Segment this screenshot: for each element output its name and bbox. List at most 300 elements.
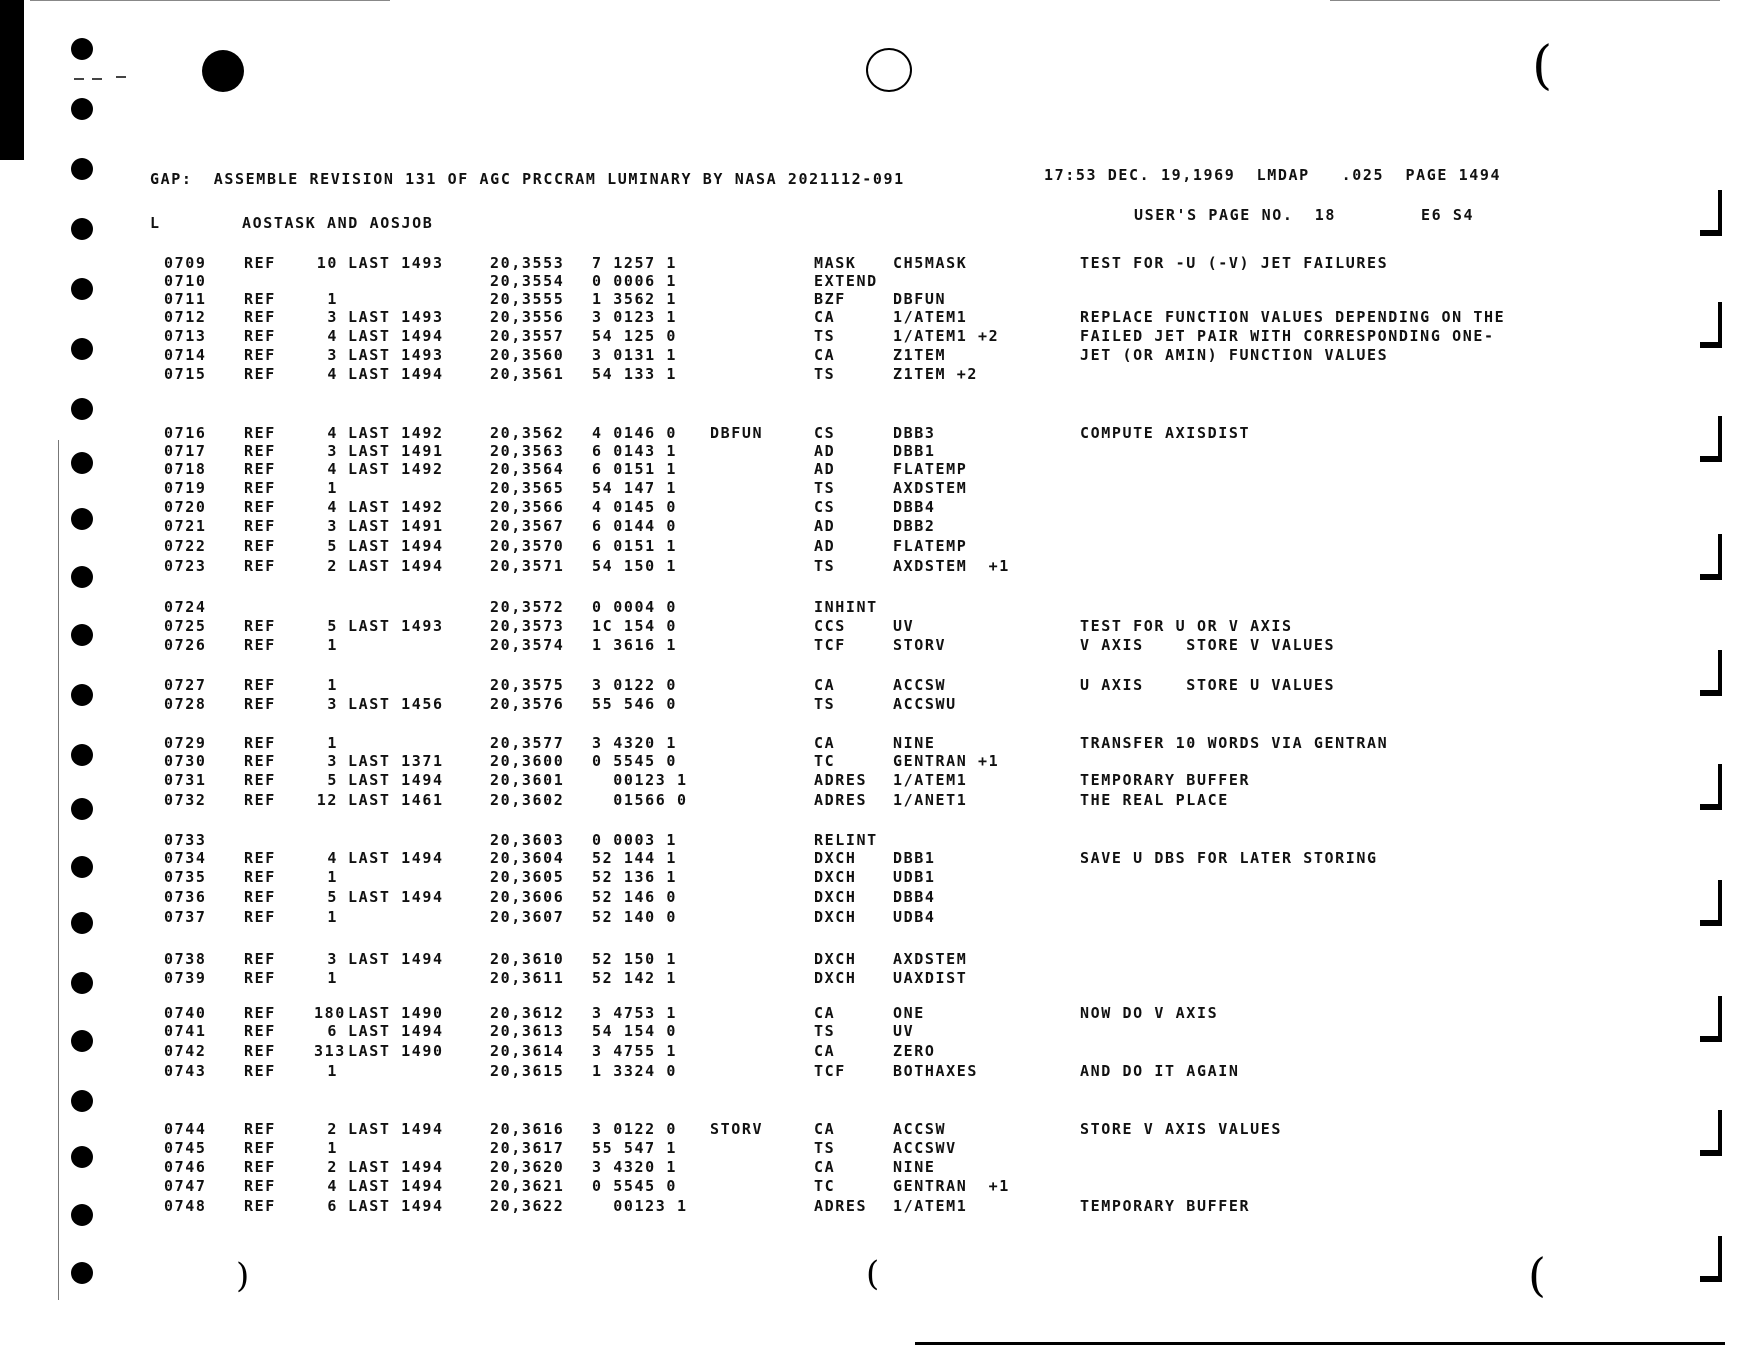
line-number: 0717 (164, 442, 207, 460)
address: 20,3611 (490, 969, 565, 987)
octal-code: 3 0122 0 (592, 676, 678, 694)
last-ref: LAST 1494 (348, 1120, 444, 1138)
opcode: DXCH (814, 888, 857, 906)
dash-mark (74, 78, 84, 80)
opcode: ADRES (814, 771, 868, 789)
octal-code: 6 0151 1 (592, 460, 678, 478)
octal-code: 52 140 0 (592, 908, 678, 926)
address: 20,3606 (490, 888, 565, 906)
punch-hole (71, 972, 93, 994)
opcode: AD (814, 442, 836, 460)
operand: 1/ATEM1 (893, 308, 968, 326)
octal-code: 55 546 0 (592, 695, 678, 713)
ref-count: 1 (327, 868, 338, 886)
line-number: 0727 (164, 676, 207, 694)
opcode: AD (814, 517, 836, 535)
octal-code: 6 0143 1 (592, 442, 678, 460)
address: 20,3607 (490, 908, 565, 926)
ref-count: 2 (327, 1120, 338, 1138)
operand: DBB4 (893, 888, 936, 906)
opcode: DXCH (814, 868, 857, 886)
octal-code: 54 125 0 (592, 327, 678, 345)
last-ref: LAST 1493 (348, 346, 444, 364)
octal-code: 00123 1 (592, 771, 688, 789)
ref-count: 1 (327, 908, 338, 926)
ref-count: 5 (327, 537, 338, 555)
line-number: 0745 (164, 1139, 207, 1157)
line-number: 0719 (164, 479, 207, 497)
punch-hole (71, 158, 93, 180)
address: 20,3604 (490, 849, 565, 867)
address: 20,3572 (490, 598, 565, 616)
operand: DBB1 (893, 442, 936, 460)
punch-hole (71, 1204, 93, 1226)
ref-tag: REF (244, 346, 276, 364)
ref-tag: REF (244, 557, 276, 575)
opcode: CCS (814, 617, 846, 635)
comment: V AXIS STORE V VALUES (1080, 636, 1336, 654)
opcode: TS (814, 695, 836, 713)
last-ref: LAST 1494 (348, 888, 444, 906)
opcode: TC (814, 752, 836, 770)
ref-tag: REF (244, 1062, 276, 1080)
opcode: EXTEND (814, 272, 878, 290)
dash-mark (92, 78, 102, 80)
opcode: CA (814, 1158, 836, 1176)
opcode: TC (814, 1177, 836, 1195)
ref-count: 6 (327, 1197, 338, 1215)
ref-tag: REF (244, 537, 276, 555)
octal-code: 4 0146 0 (592, 424, 678, 442)
octal-code: 3 0131 1 (592, 346, 678, 364)
octal-code: 1 3562 1 (592, 290, 678, 308)
edge-bracket-mark (1700, 574, 1720, 580)
line-number: 0711 (164, 290, 207, 308)
comment: TRANSFER 10 WORDS VIA GENTRAN (1080, 734, 1389, 752)
ref-count: 5 (327, 617, 338, 635)
opcode: CA (814, 676, 836, 694)
operand: 1/ATEM1 (893, 1197, 968, 1215)
ref-tag: REF (244, 327, 276, 345)
ref-tag: REF (244, 308, 276, 326)
last-ref: LAST 1494 (348, 365, 444, 383)
ref-tag: REF (244, 479, 276, 497)
operand: GENTRAN +1 (893, 752, 1000, 770)
operand: FLATEMP (893, 537, 968, 555)
top-edge-line-left (30, 0, 390, 1)
punch-hole (71, 684, 93, 706)
ref-count: 1 (327, 676, 338, 694)
line-number: 0738 (164, 950, 207, 968)
address: 20,3557 (490, 327, 565, 345)
ref-tag: REF (244, 1042, 276, 1060)
punch-hole (71, 1030, 93, 1052)
line-number: 0740 (164, 1004, 207, 1022)
address: 20,3554 (490, 272, 565, 290)
comment: REPLACE FUNCTION VALUES DEPENDING ON THE (1080, 308, 1506, 326)
operand: ONE (893, 1004, 925, 1022)
ref-count: 4 (327, 460, 338, 478)
ref-tag: REF (244, 460, 276, 478)
ref-tag: REF (244, 676, 276, 694)
operand: BOTHAXES (893, 1062, 979, 1080)
address: 20,3621 (490, 1177, 565, 1195)
address: 20,3561 (490, 365, 565, 383)
octal-code: 1 3324 0 (592, 1062, 678, 1080)
ref-tag: REF (244, 442, 276, 460)
edge-bracket-mark (1700, 342, 1720, 348)
octal-code: 0 5545 0 (592, 752, 678, 770)
line-number: 0710 (164, 272, 207, 290)
operand: Z1TEM (893, 346, 947, 364)
ref-tag: REF (244, 617, 276, 635)
address: 20,3563 (490, 442, 565, 460)
opcode: INHINT (814, 598, 878, 616)
operand: ACCSW (893, 1120, 947, 1138)
ref-tag: REF (244, 969, 276, 987)
octal-code: 52 136 1 (592, 868, 678, 886)
last-ref: LAST 1461 (348, 791, 444, 809)
punch-hole (71, 278, 93, 300)
line-number: 0732 (164, 791, 207, 809)
operand: ACCSWV (893, 1139, 957, 1157)
operand: 1/ANET1 (893, 791, 968, 809)
octal-code: 54 133 1 (592, 365, 678, 383)
octal-code: 52 146 0 (592, 888, 678, 906)
ref-count: 2 (327, 1158, 338, 1176)
ref-count: 5 (327, 888, 338, 906)
ref-tag: REF (244, 365, 276, 383)
ref-count: 2 (327, 557, 338, 575)
comment: TEST FOR -U (-V) JET FAILURES (1080, 254, 1389, 272)
punch-hole (71, 508, 93, 530)
address: 20,3553 (490, 254, 565, 272)
address: 20,3605 (490, 868, 565, 886)
left-edge-bar (0, 0, 24, 160)
operand: AXDSTEM (893, 479, 968, 497)
last-ref: LAST 1494 (348, 1177, 444, 1195)
address: 20,3570 (490, 537, 565, 555)
octal-code: 1C 154 0 (592, 617, 678, 635)
line-number: 0721 (164, 517, 207, 535)
comment: U AXIS STORE U VALUES (1080, 676, 1336, 694)
line-number: 0739 (164, 969, 207, 987)
edge-bracket-mark (1700, 690, 1720, 696)
operand: NINE (893, 734, 936, 752)
ref-count: 1 (327, 1139, 338, 1157)
address: 20,3566 (490, 498, 565, 516)
ref-tag: REF (244, 1197, 276, 1215)
octal-code: 54 154 0 (592, 1022, 678, 1040)
operand: ACCSWU (893, 695, 957, 713)
line-number: 0723 (164, 557, 207, 575)
punch-hole (71, 218, 93, 240)
punch-hole (71, 452, 93, 474)
ref-tag: REF (244, 1177, 276, 1195)
last-ref: LAST 1492 (348, 460, 444, 478)
edge-bracket-mark (1700, 804, 1720, 810)
paren-mark-icon: ( (1528, 1248, 1546, 1302)
punch-hole (71, 338, 93, 360)
comment: FAILED JET PAIR WITH CORRESPONDING ONE- (1080, 327, 1495, 345)
ref-tag: REF (244, 868, 276, 886)
line-number: 0725 (164, 617, 207, 635)
address: 20,3575 (490, 676, 565, 694)
opcode: AD (814, 460, 836, 478)
ref-count: 1 (327, 734, 338, 752)
line-number: 0748 (164, 1197, 207, 1215)
comment: TEST FOR U OR V AXIS (1080, 617, 1293, 635)
ref-count: 6 (327, 1022, 338, 1040)
opcode: DXCH (814, 908, 857, 926)
line-number: 0733 (164, 831, 207, 849)
ref-count: 4 (327, 365, 338, 383)
last-ref: LAST 1494 (348, 950, 444, 968)
operand: UDB4 (893, 908, 936, 926)
edge-bracket-mark (1700, 456, 1720, 462)
comment: SAVE U DBS FOR LATER STORING (1080, 849, 1378, 867)
last-ref: LAST 1491 (348, 517, 444, 535)
line-number: 0731 (164, 771, 207, 789)
address: 20,3615 (490, 1062, 565, 1080)
edge-bracket-mark (1700, 920, 1720, 926)
last-ref: LAST 1493 (348, 308, 444, 326)
last-ref: LAST 1494 (348, 537, 444, 555)
operand: DBFUN (893, 290, 947, 308)
address: 20,3613 (490, 1022, 565, 1040)
line-number: 0728 (164, 695, 207, 713)
opcode: CA (814, 1120, 836, 1138)
ref-tag: REF (244, 290, 276, 308)
line-number: 0724 (164, 598, 207, 616)
line-number: 0713 (164, 327, 207, 345)
address: 20,3555 (490, 290, 565, 308)
octal-code: 6 0151 1 (592, 537, 678, 555)
comment: AND DO IT AGAIN (1080, 1062, 1240, 1080)
opcode: CS (814, 498, 836, 516)
address: 20,3617 (490, 1139, 565, 1157)
operand: FLATEMP (893, 460, 968, 478)
top-edge-line-right (1330, 0, 1720, 1)
operand: DBB4 (893, 498, 936, 516)
line-number: 0735 (164, 868, 207, 886)
last-ref: LAST 1494 (348, 1022, 444, 1040)
octal-code: 6 0144 0 (592, 517, 678, 535)
comment: THE REAL PLACE (1080, 791, 1229, 809)
line-number: 0726 (164, 636, 207, 654)
ref-count: 3 (327, 442, 338, 460)
last-ref: LAST 1371 (348, 752, 444, 770)
line-number: 0744 (164, 1120, 207, 1138)
ref-count: 4 (327, 424, 338, 442)
comment: TEMPORARY BUFFER (1080, 771, 1251, 789)
operand: CH5MASK (893, 254, 968, 272)
opcode: ADRES (814, 1197, 868, 1215)
octal-code: 0 0006 1 (592, 272, 678, 290)
operand: AXDSTEM +1 (893, 557, 1010, 575)
header-marker: L (150, 214, 161, 232)
opcode: CA (814, 308, 836, 326)
address: 20,3577 (490, 734, 565, 752)
comment: NOW DO V AXIS (1080, 1004, 1219, 1022)
line-number: 0709 (164, 254, 207, 272)
line-number: 0734 (164, 849, 207, 867)
ref-count: 4 (327, 1177, 338, 1195)
octal-code: 3 4320 1 (592, 1158, 678, 1176)
line-number: 0715 (164, 365, 207, 383)
ref-count: 3 (327, 752, 338, 770)
last-ref: LAST 1493 (348, 254, 444, 272)
address: 20,3603 (490, 831, 565, 849)
ref-count: 12 (316, 791, 338, 809)
ref-tag: REF (244, 424, 276, 442)
address: 20,3567 (490, 517, 565, 535)
ref-tag: REF (244, 734, 276, 752)
operand: DBB2 (893, 517, 936, 535)
ref-count: 1 (327, 636, 338, 654)
edge-bracket-mark (1700, 1036, 1720, 1042)
last-ref: LAST 1494 (348, 1197, 444, 1215)
opcode: DXCH (814, 849, 857, 867)
last-ref: LAST 1494 (348, 557, 444, 575)
opcode: CA (814, 1004, 836, 1022)
address: 20,3616 (490, 1120, 565, 1138)
line-number: 0716 (164, 424, 207, 442)
ref-count: 5 (327, 771, 338, 789)
operand: UAXDIST (893, 969, 968, 987)
address: 20,3620 (490, 1158, 565, 1176)
octal-code: 7 1257 1 (592, 254, 678, 272)
octal-code: 4 0145 0 (592, 498, 678, 516)
address: 20,3576 (490, 695, 565, 713)
opcode: TS (814, 1139, 836, 1157)
line-number: 0722 (164, 537, 207, 555)
ref-count: 4 (327, 498, 338, 516)
octal-code: 3 4320 1 (592, 734, 678, 752)
punch-hole (71, 744, 93, 766)
left-margin-line (58, 440, 59, 1300)
line-number: 0720 (164, 498, 207, 516)
opcode: TS (814, 1022, 836, 1040)
punch-hole (71, 566, 93, 588)
last-ref: LAST 1494 (348, 771, 444, 789)
opcode: CA (814, 346, 836, 364)
comment: JET (OR AMIN) FUNCTION VALUES (1080, 346, 1389, 364)
paren-mark-icon: ( (866, 1254, 880, 1294)
octal-code: 55 547 1 (592, 1139, 678, 1157)
last-ref: LAST 1494 (348, 1158, 444, 1176)
octal-code: 0 0004 0 (592, 598, 678, 616)
ref-tag: REF (244, 849, 276, 867)
opcode: RELINT (814, 831, 878, 849)
ref-count: 4 (327, 327, 338, 345)
ref-count: 1 (327, 479, 338, 497)
ref-count: 10 (316, 254, 338, 272)
address: 20,3600 (490, 752, 565, 770)
address: 20,3556 (490, 308, 565, 326)
operand: 1/ATEM1 +2 (893, 327, 1000, 345)
comment: STORE V AXIS VALUES (1080, 1120, 1282, 1138)
opcode: TS (814, 557, 836, 575)
line-number: 0746 (164, 1158, 207, 1176)
header-title: GAP: ASSEMBLE REVISION 131 OF AGC PRCCRAM LUMINARY BY NASA 2021112-091 (150, 170, 905, 188)
punch-hole (71, 798, 93, 820)
comment: TEMPORARY BUFFER (1080, 1197, 1251, 1215)
ref-tag: REF (244, 498, 276, 516)
line-number: 0747 (164, 1177, 207, 1195)
ref-tag: REF (244, 950, 276, 968)
ref-tag: REF (244, 1022, 276, 1040)
line-number: 0736 (164, 888, 207, 906)
address: 20,3562 (490, 424, 565, 442)
last-ref: LAST 1492 (348, 424, 444, 442)
line-number: 0730 (164, 752, 207, 770)
bottom-edge-line (915, 1342, 1725, 1345)
edge-bracket-mark (1700, 230, 1720, 236)
opcode: TS (814, 479, 836, 497)
ref-count: 1 (327, 290, 338, 308)
last-ref: LAST 1494 (348, 327, 444, 345)
opcode: AD (814, 537, 836, 555)
opcode: CA (814, 734, 836, 752)
octal-code: 3 4753 1 (592, 1004, 678, 1022)
ref-tag: REF (244, 1004, 276, 1022)
octal-code: 54 150 1 (592, 557, 678, 575)
ref-count: 3 (327, 695, 338, 713)
ref-count: 3 (327, 346, 338, 364)
ref-tag: REF (244, 1139, 276, 1157)
punch-hole (71, 912, 93, 934)
ref-count: 3 (327, 308, 338, 326)
operand: 1/ATEM1 (893, 771, 968, 789)
punch-hole-large (202, 50, 244, 92)
last-ref: LAST 1456 (348, 695, 444, 713)
punch-hole (71, 98, 93, 120)
ref-tag: REF (244, 517, 276, 535)
punch-hole (71, 1146, 93, 1168)
octal-code: 3 0122 0 (592, 1120, 678, 1138)
address: 20,3560 (490, 346, 565, 364)
last-ref: LAST 1493 (348, 617, 444, 635)
opcode: CS (814, 424, 836, 442)
ref-tag: REF (244, 791, 276, 809)
octal-code: 0 5545 0 (592, 1177, 678, 1195)
address: 20,3622 (490, 1197, 565, 1215)
operand: ZERO (893, 1042, 936, 1060)
address: 20,3614 (490, 1042, 565, 1060)
address: 20,3571 (490, 557, 565, 575)
ref-count: 1 (327, 1062, 338, 1080)
octal-code: 3 0123 1 (592, 308, 678, 326)
ref-tag: REF (244, 908, 276, 926)
octal-code: 52 150 1 (592, 950, 678, 968)
line-number: 0743 (164, 1062, 207, 1080)
address: 20,3574 (490, 636, 565, 654)
ring-mark-icon (866, 48, 912, 92)
opcode: BZF (814, 290, 846, 308)
ref-count: 1 (327, 969, 338, 987)
edge-bracket-mark (1700, 1276, 1720, 1282)
opcode: TS (814, 365, 836, 383)
ref-tag: REF (244, 636, 276, 654)
line-number: 0737 (164, 908, 207, 926)
ref-count: 4 (327, 849, 338, 867)
opcode: DXCH (814, 969, 857, 987)
ref-count: 3 (327, 517, 338, 535)
punch-hole (71, 38, 93, 60)
ref-count: 3 (327, 950, 338, 968)
operand: STORV (893, 636, 947, 654)
